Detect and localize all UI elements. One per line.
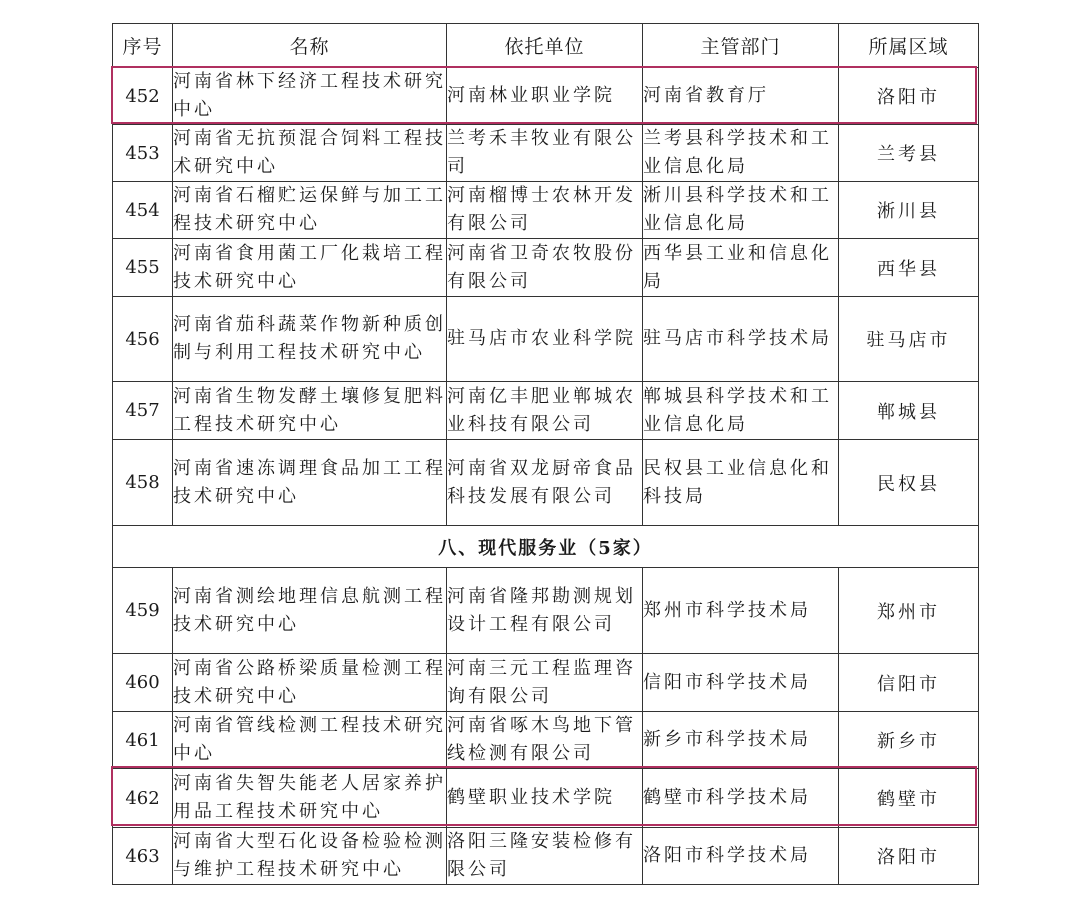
cell-dept: 郸城县科学技术和工业信息化局	[643, 382, 839, 440]
cell-name: 河南省失智失能老人居家养护用品工程技术研究中心	[173, 769, 447, 828]
cell-unit: 河南省卫奇农牧股份有限公司	[447, 239, 643, 297]
table-row	[113, 654, 979, 712]
cell-area: 郑州市	[839, 568, 979, 654]
cell-area: 驻马店市	[839, 297, 979, 382]
cell-unit: 鹤壁职业技术学院	[447, 769, 643, 828]
cell-dept: 新乡市科学技术局	[643, 712, 839, 769]
cell-name: 河南省大型石化设备检验检测与维护工程技术研究中心	[173, 828, 447, 885]
table-header-row	[113, 24, 979, 68]
cell-name: 河南省茄科蔬菜作物新种质创制与利用工程技术研究中心	[173, 297, 447, 382]
cell-dept: 民权县工业信息化和科技局	[643, 440, 839, 526]
cell-dept: 西华县工业和信息化局	[643, 239, 839, 297]
cell-seq: 456	[113, 297, 173, 382]
cell-seq: 458	[113, 440, 173, 526]
section-title: 八、现代服务业（5家）	[113, 526, 979, 568]
rows-a	[113, 68, 979, 885]
cell-dept: 兰考县科学技术和工业信息化局	[643, 125, 839, 182]
table-row	[113, 182, 979, 239]
cell-area: 民权县	[839, 440, 979, 526]
cell-unit: 河南榴博士农林开发有限公司	[447, 182, 643, 239]
cell-unit: 河南林业职业学院	[447, 68, 643, 125]
cell-dept: 驻马店市科学技术局	[643, 297, 839, 382]
cell-dept: 鹤壁市科学技术局	[643, 769, 839, 828]
cell-unit: 河南三元工程监理咨询有限公司	[447, 654, 643, 712]
cell-name: 河南省测绘地理信息航测工程技术研究中心	[173, 568, 447, 654]
cell-unit: 洛阳三隆安装检修有限公司	[447, 828, 643, 885]
table-row	[113, 68, 979, 125]
cell-name: 河南省管线检测工程技术研究中心	[173, 712, 447, 769]
cell-unit: 驻马店市农业科学院	[447, 297, 643, 382]
table-row	[113, 568, 979, 654]
cell-seq: 460	[113, 654, 173, 712]
cell-seq: 461	[113, 712, 173, 769]
cell-unit: 河南省隆邦勘测规划设计工程有限公司	[447, 568, 643, 654]
cell-seq: 459	[113, 568, 173, 654]
cell-name: 河南省生物发酵土壤修复肥料工程技术研究中心	[173, 382, 447, 440]
table-row	[113, 769, 979, 828]
cell-unit: 河南省双龙厨帝食品科技发展有限公司	[447, 440, 643, 526]
table-row	[113, 712, 979, 769]
section-row	[113, 526, 979, 568]
cell-seq: 462	[113, 769, 173, 828]
cell-dept: 淅川县科学技术和工业信息化局	[643, 182, 839, 239]
cell-unit: 兰考禾丰牧业有限公司	[447, 125, 643, 182]
cell-name: 河南省速冻调理食品加工工程技术研究中心	[173, 440, 447, 526]
cell-seq: 457	[113, 382, 173, 440]
engineering-center-table	[112, 23, 979, 885]
table-row	[113, 440, 979, 526]
cell-unit: 河南亿丰肥业郸城农业科技有限公司	[447, 382, 643, 440]
cell-seq: 455	[113, 239, 173, 297]
cell-name: 河南省无抗预混合饲料工程技术研究中心	[173, 125, 447, 182]
cell-area: 淅川县	[839, 182, 979, 239]
table-row	[113, 382, 979, 440]
cell-name: 河南省石榴贮运保鲜与加工工程技术研究中心	[173, 182, 447, 239]
cell-area: 郸城县	[839, 382, 979, 440]
cell-area: 洛阳市	[839, 828, 979, 885]
cell-dept: 郑州市科学技术局	[643, 568, 839, 654]
header-name: 名称	[173, 24, 447, 68]
cell-name: 河南省食用菌工厂化栽培工程技术研究中心	[173, 239, 447, 297]
header-seq: 序号	[113, 24, 173, 68]
table-row	[113, 239, 979, 297]
cell-dept: 河南省教育厅	[643, 68, 839, 125]
table-row	[113, 828, 979, 885]
header-area: 所属区域	[839, 24, 979, 68]
cell-area: 信阳市	[839, 654, 979, 712]
cell-area: 新乡市	[839, 712, 979, 769]
cell-name: 河南省林下经济工程技术研究中心	[173, 68, 447, 125]
cell-dept: 洛阳市科学技术局	[643, 828, 839, 885]
cell-dept: 信阳市科学技术局	[643, 654, 839, 712]
cell-seq: 463	[113, 828, 173, 885]
cell-area: 鹤壁市	[839, 769, 979, 828]
cell-area: 西华县	[839, 239, 979, 297]
cell-seq: 453	[113, 125, 173, 182]
header-dept: 主管部门	[643, 24, 839, 68]
cell-area: 洛阳市	[839, 68, 979, 125]
cell-area: 兰考县	[839, 125, 979, 182]
table-row	[113, 125, 979, 182]
table-row	[113, 297, 979, 382]
cell-name: 河南省公路桥梁质量检测工程技术研究中心	[173, 654, 447, 712]
cell-seq: 452	[113, 68, 173, 125]
cell-unit: 河南省啄木鸟地下管线检测有限公司	[447, 712, 643, 769]
cell-seq: 454	[113, 182, 173, 239]
header-unit: 依托单位	[447, 24, 643, 68]
